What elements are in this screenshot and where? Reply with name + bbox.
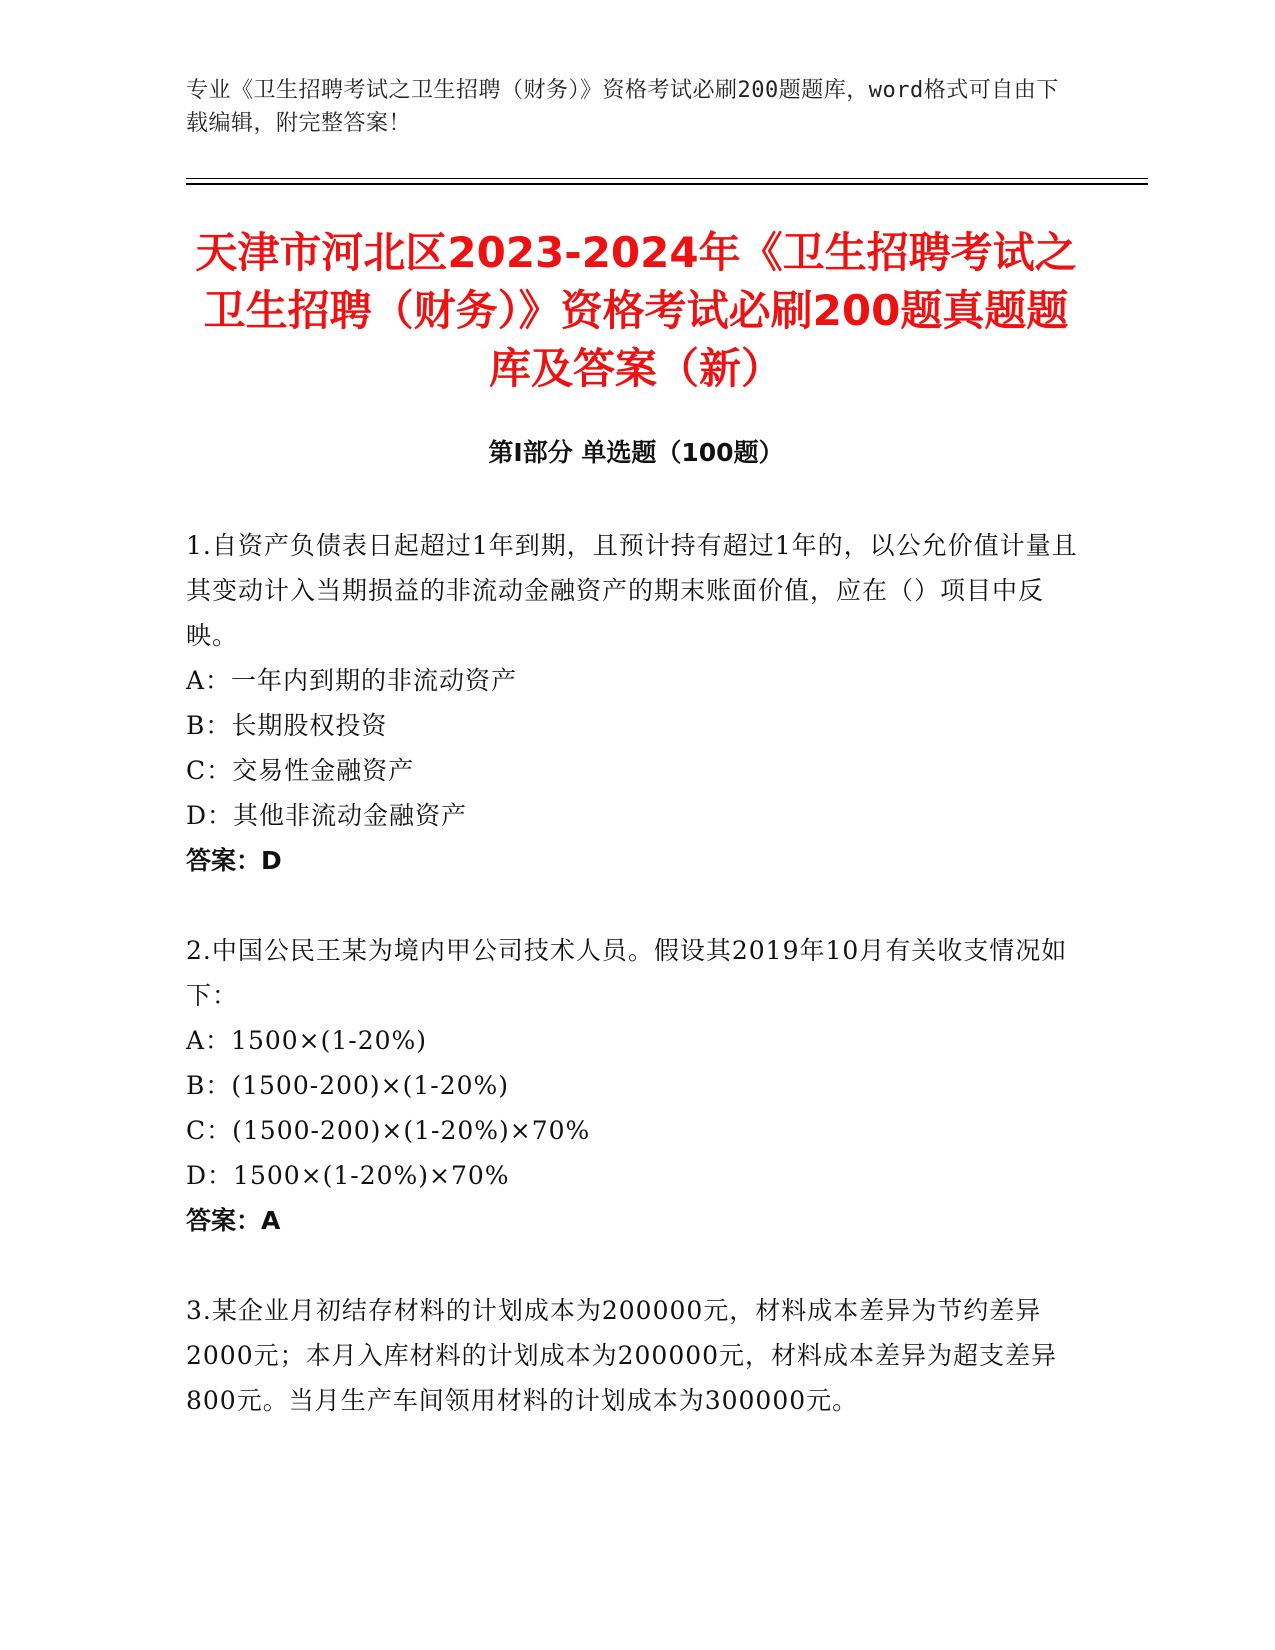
- header-note: 专业《卫生招聘考试之卫生招聘（财务）》资格考试必刷200题题库，word格式可自由下载编辑，附完整答案！: [186, 78, 1059, 136]
- option-a: A：1500×(1-20%): [186, 1026, 428, 1055]
- question-stem: 3.某企业月初结存材料的计划成本为200000元，材料成本差异为节约差异2000元；本月入库材料的计划成本为200000元，材料成本差异为超支差异800元。当月生产车间领用材料的计划成本为300000元。: [186, 1296, 1058, 1415]
- option-d: D：1500×(1-20%)×70%: [186, 1161, 510, 1190]
- option-a: A：一年内到期的非流动资产: [186, 666, 518, 695]
- question-stem: 2.中国公民王某为境内甲公司技术人员。假设其2019年10月有关收支情况如下：: [186, 936, 1068, 1010]
- option-b: B：长期股权投资: [186, 711, 388, 740]
- document-title: 天津市河北区2023-2024年《卫生招聘考试之卫生招聘（财务）》资格考试必刷200题真题题库及答案（新）: [195, 228, 1077, 393]
- option-c: C：(1500-200)×(1-20%)×70%: [186, 1116, 591, 1145]
- question-3: [186, 1288, 1086, 1423]
- option-b: B：(1500-200)×(1-20%): [186, 1071, 510, 1100]
- header-divider-thick: [186, 183, 1148, 185]
- option-c: C：交易性金融资产: [186, 756, 415, 785]
- question-list: [186, 523, 1086, 1468]
- answer-line: 答案：D: [186, 846, 282, 875]
- option-d: D：其他非流动金融资产: [186, 801, 468, 830]
- answer-line: 答案：A: [186, 1206, 281, 1235]
- question-1: [186, 523, 1086, 883]
- question-stem: 1.自资产负债表日起超过1年到期，且预计持有超过1年的，以公允价值计量且其变动计入当期损益的非流动金融资产的期末账面价值，应在（）项目中反映。: [186, 531, 1078, 650]
- section-heading: 第Ⅰ部分 单选题（100题）: [488, 438, 784, 467]
- question-2: [186, 928, 1086, 1243]
- header-divider-thin: [186, 178, 1148, 179]
